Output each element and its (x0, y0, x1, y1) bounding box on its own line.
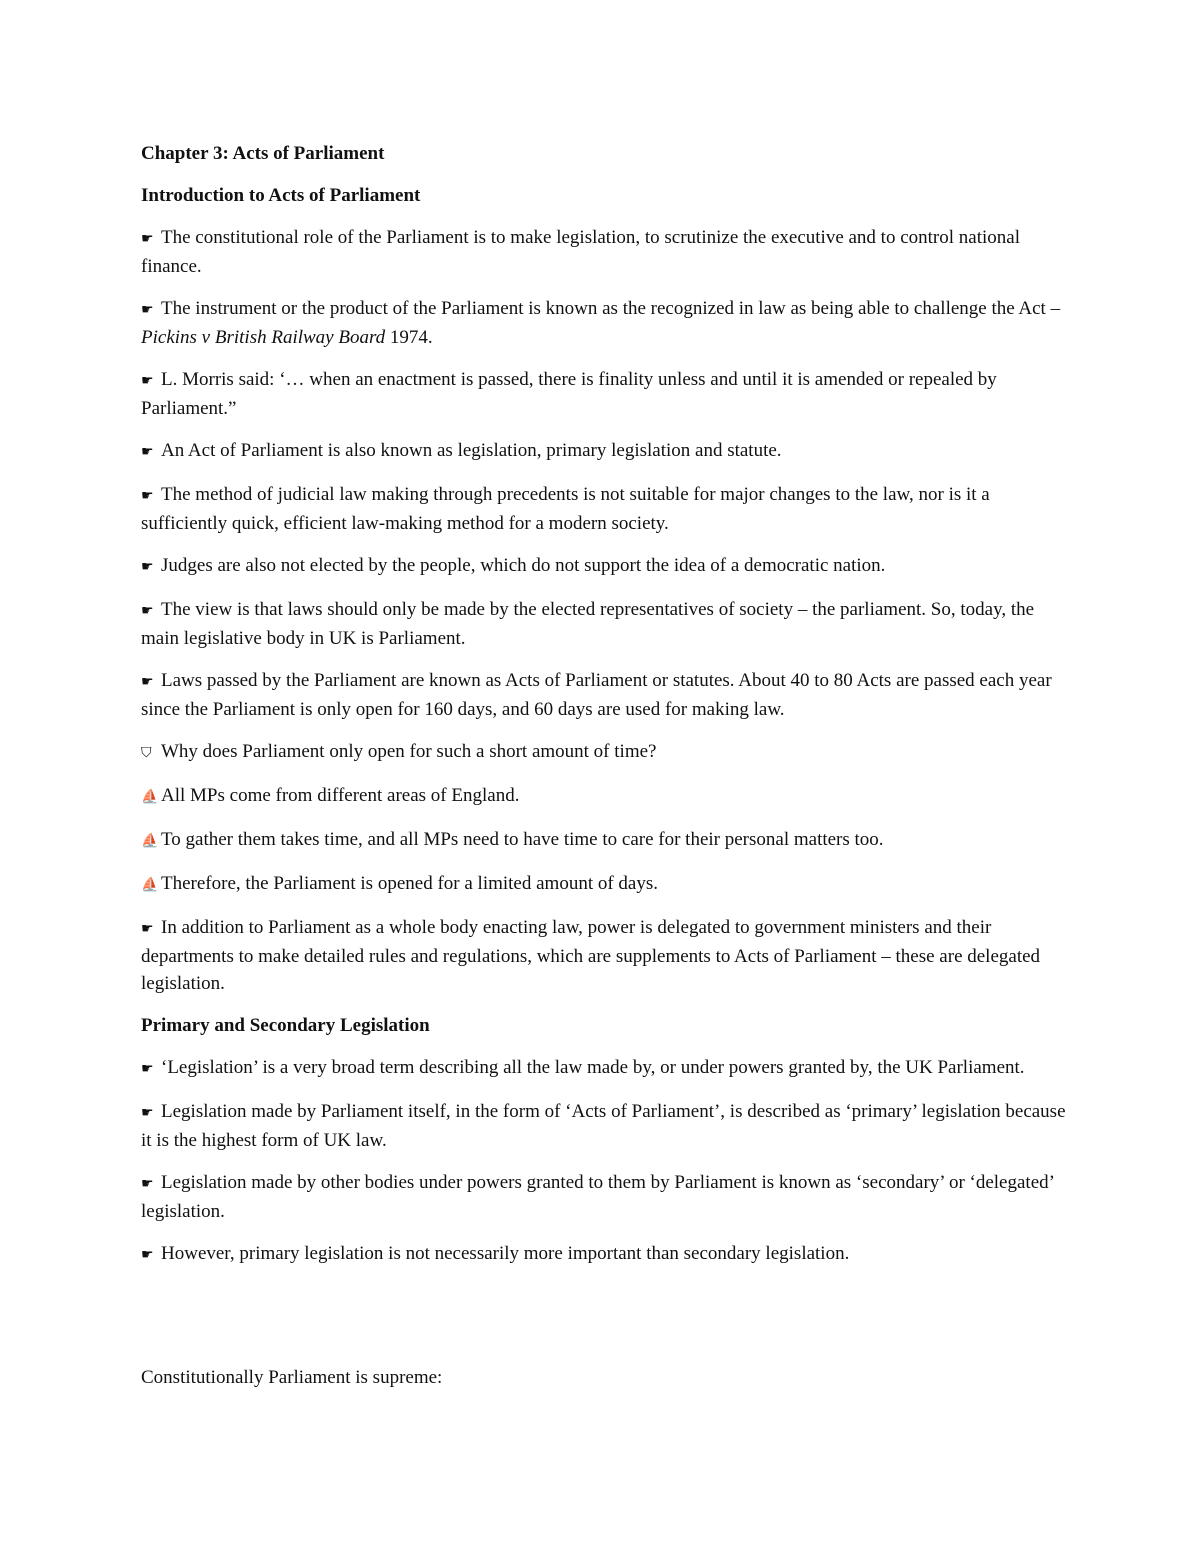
page-spacer (141, 1284, 1066, 1364)
boat-icon: ⛵ (141, 789, 159, 805)
list-item (141, 1098, 1066, 1154)
list-item (141, 224, 1066, 280)
bullet-text: Legislation made by Parliament itself, in the form of ‘Acts of Parliament’, is described as ‘primary’ legislation because it is the highest form of UK law. (141, 1101, 1066, 1151)
bullet-text: 1974. (385, 327, 433, 348)
list-item (141, 596, 1066, 652)
primary-secondary-heading: Primary and Secondary Legislation (141, 1015, 430, 1036)
answer-item (141, 782, 1066, 811)
pointing-hand-icon: ☛ (141, 488, 154, 504)
bullet-text: Judges are also not elected by the people, which do not support the idea of a democratic nation. (161, 555, 886, 576)
answer-text: To gather them takes time, and all MPs need to have time to care for their personal matters too. (161, 829, 884, 850)
chapter-heading: Chapter 3: Acts of Parliament (141, 143, 385, 164)
bullet-text: The instrument or the product of the Parliament is known as the recognized in law as being able to challenge the Act – (161, 298, 1061, 319)
answer-item (141, 826, 1066, 855)
list-item (141, 667, 1066, 723)
bullet-text: The method of judicial law making through precedents is not suitable for major changes to the law, nor is it a sufficiently quick, efficient law-making method for a modern society. (141, 484, 990, 534)
bullet-text: The constitutional role of the Parliament is to make legislation, to scrutinize the executive and to control national finance. (141, 227, 1020, 277)
pointing-hand-icon: ☛ (141, 921, 154, 937)
question-item (141, 738, 1066, 767)
boat-icon: ⛵ (141, 877, 159, 893)
bullet-text: The view is that laws should only be made by the elected representatives of society – the parliament. So, today, the main legislative body in UK is Parliament. (141, 599, 1035, 649)
list-item (141, 366, 1066, 422)
pointing-hand-icon: ☛ (141, 302, 154, 318)
list-item (141, 914, 1066, 997)
closing-line: Constitutionally Parliament is supreme: (141, 1367, 443, 1388)
list-item (141, 1240, 1066, 1269)
list-item (141, 437, 1066, 466)
pointing-hand-icon: ☛ (141, 674, 154, 690)
pointing-hand-icon: ☛ (141, 444, 154, 460)
pointing-hand-icon: ☛ (141, 603, 154, 619)
question-text: Why does Parliament only open for such a short amount of time? (161, 741, 657, 762)
list-item (141, 1054, 1066, 1083)
pointing-hand-icon: ☛ (141, 373, 154, 389)
bullet-text: In addition to Parliament as a whole body enacting law, power is delegated to government ministers and their departments to make detailed rules and regulations, which are supplements to Acts of Parliament – these are delegated legislation. (141, 917, 1041, 994)
pointing-hand-icon: ☛ (141, 231, 154, 247)
pointing-hand-icon: ☛ (141, 1105, 154, 1121)
answer-text: All MPs come from different areas of England. (161, 785, 520, 806)
bullet-text: L. Morris said: ‘… when an enactment is passed, there is finality unless and until it is amended or repealed by Parliament.” (141, 369, 997, 419)
pointing-hand-icon: ☛ (141, 1247, 154, 1263)
bullet-text: However, primary legislation is not necessarily more important than secondary legislation. (161, 1243, 850, 1264)
document-page (141, 140, 1066, 1406)
answer-text: Therefore, the Parliament is opened for a limited amount of days. (161, 873, 659, 894)
answer-item (141, 870, 1066, 899)
pointing-hand-icon: ☛ (141, 1061, 154, 1077)
boat-icon: ⛵ (141, 833, 159, 849)
bullet-text: An Act of Parliament is also known as legislation, primary legislation and statute. (161, 440, 782, 461)
bullet-text: ‘Legislation’ is a very broad term describing all the law made by, or under powers granted by, the UK Parliament. (161, 1057, 1025, 1078)
bullet-text: Laws passed by the Parliament are known as Acts of Parliament or statutes. About 40 to 80 Acts are passed each year since the Parliament is only open for 160 days, and 60 days are used for making law. (141, 670, 1052, 720)
bullet-text: Legislation made by other bodies under powers granted to them by Parliament is known as ‘secondary’ or ‘delegated’ legislation. (141, 1172, 1054, 1222)
list-item (141, 295, 1066, 351)
list-item (141, 481, 1066, 537)
list-item (141, 1169, 1066, 1225)
pointing-hand-icon: ☛ (141, 1176, 154, 1192)
intro-heading: Introduction to Acts of Parliament (141, 185, 421, 206)
case-citation: Pickins v British Railway Board (141, 327, 386, 348)
list-item (141, 552, 1066, 581)
pointing-hand-icon: ☛ (141, 559, 154, 575)
shield-icon: ⛉ (141, 745, 152, 761)
